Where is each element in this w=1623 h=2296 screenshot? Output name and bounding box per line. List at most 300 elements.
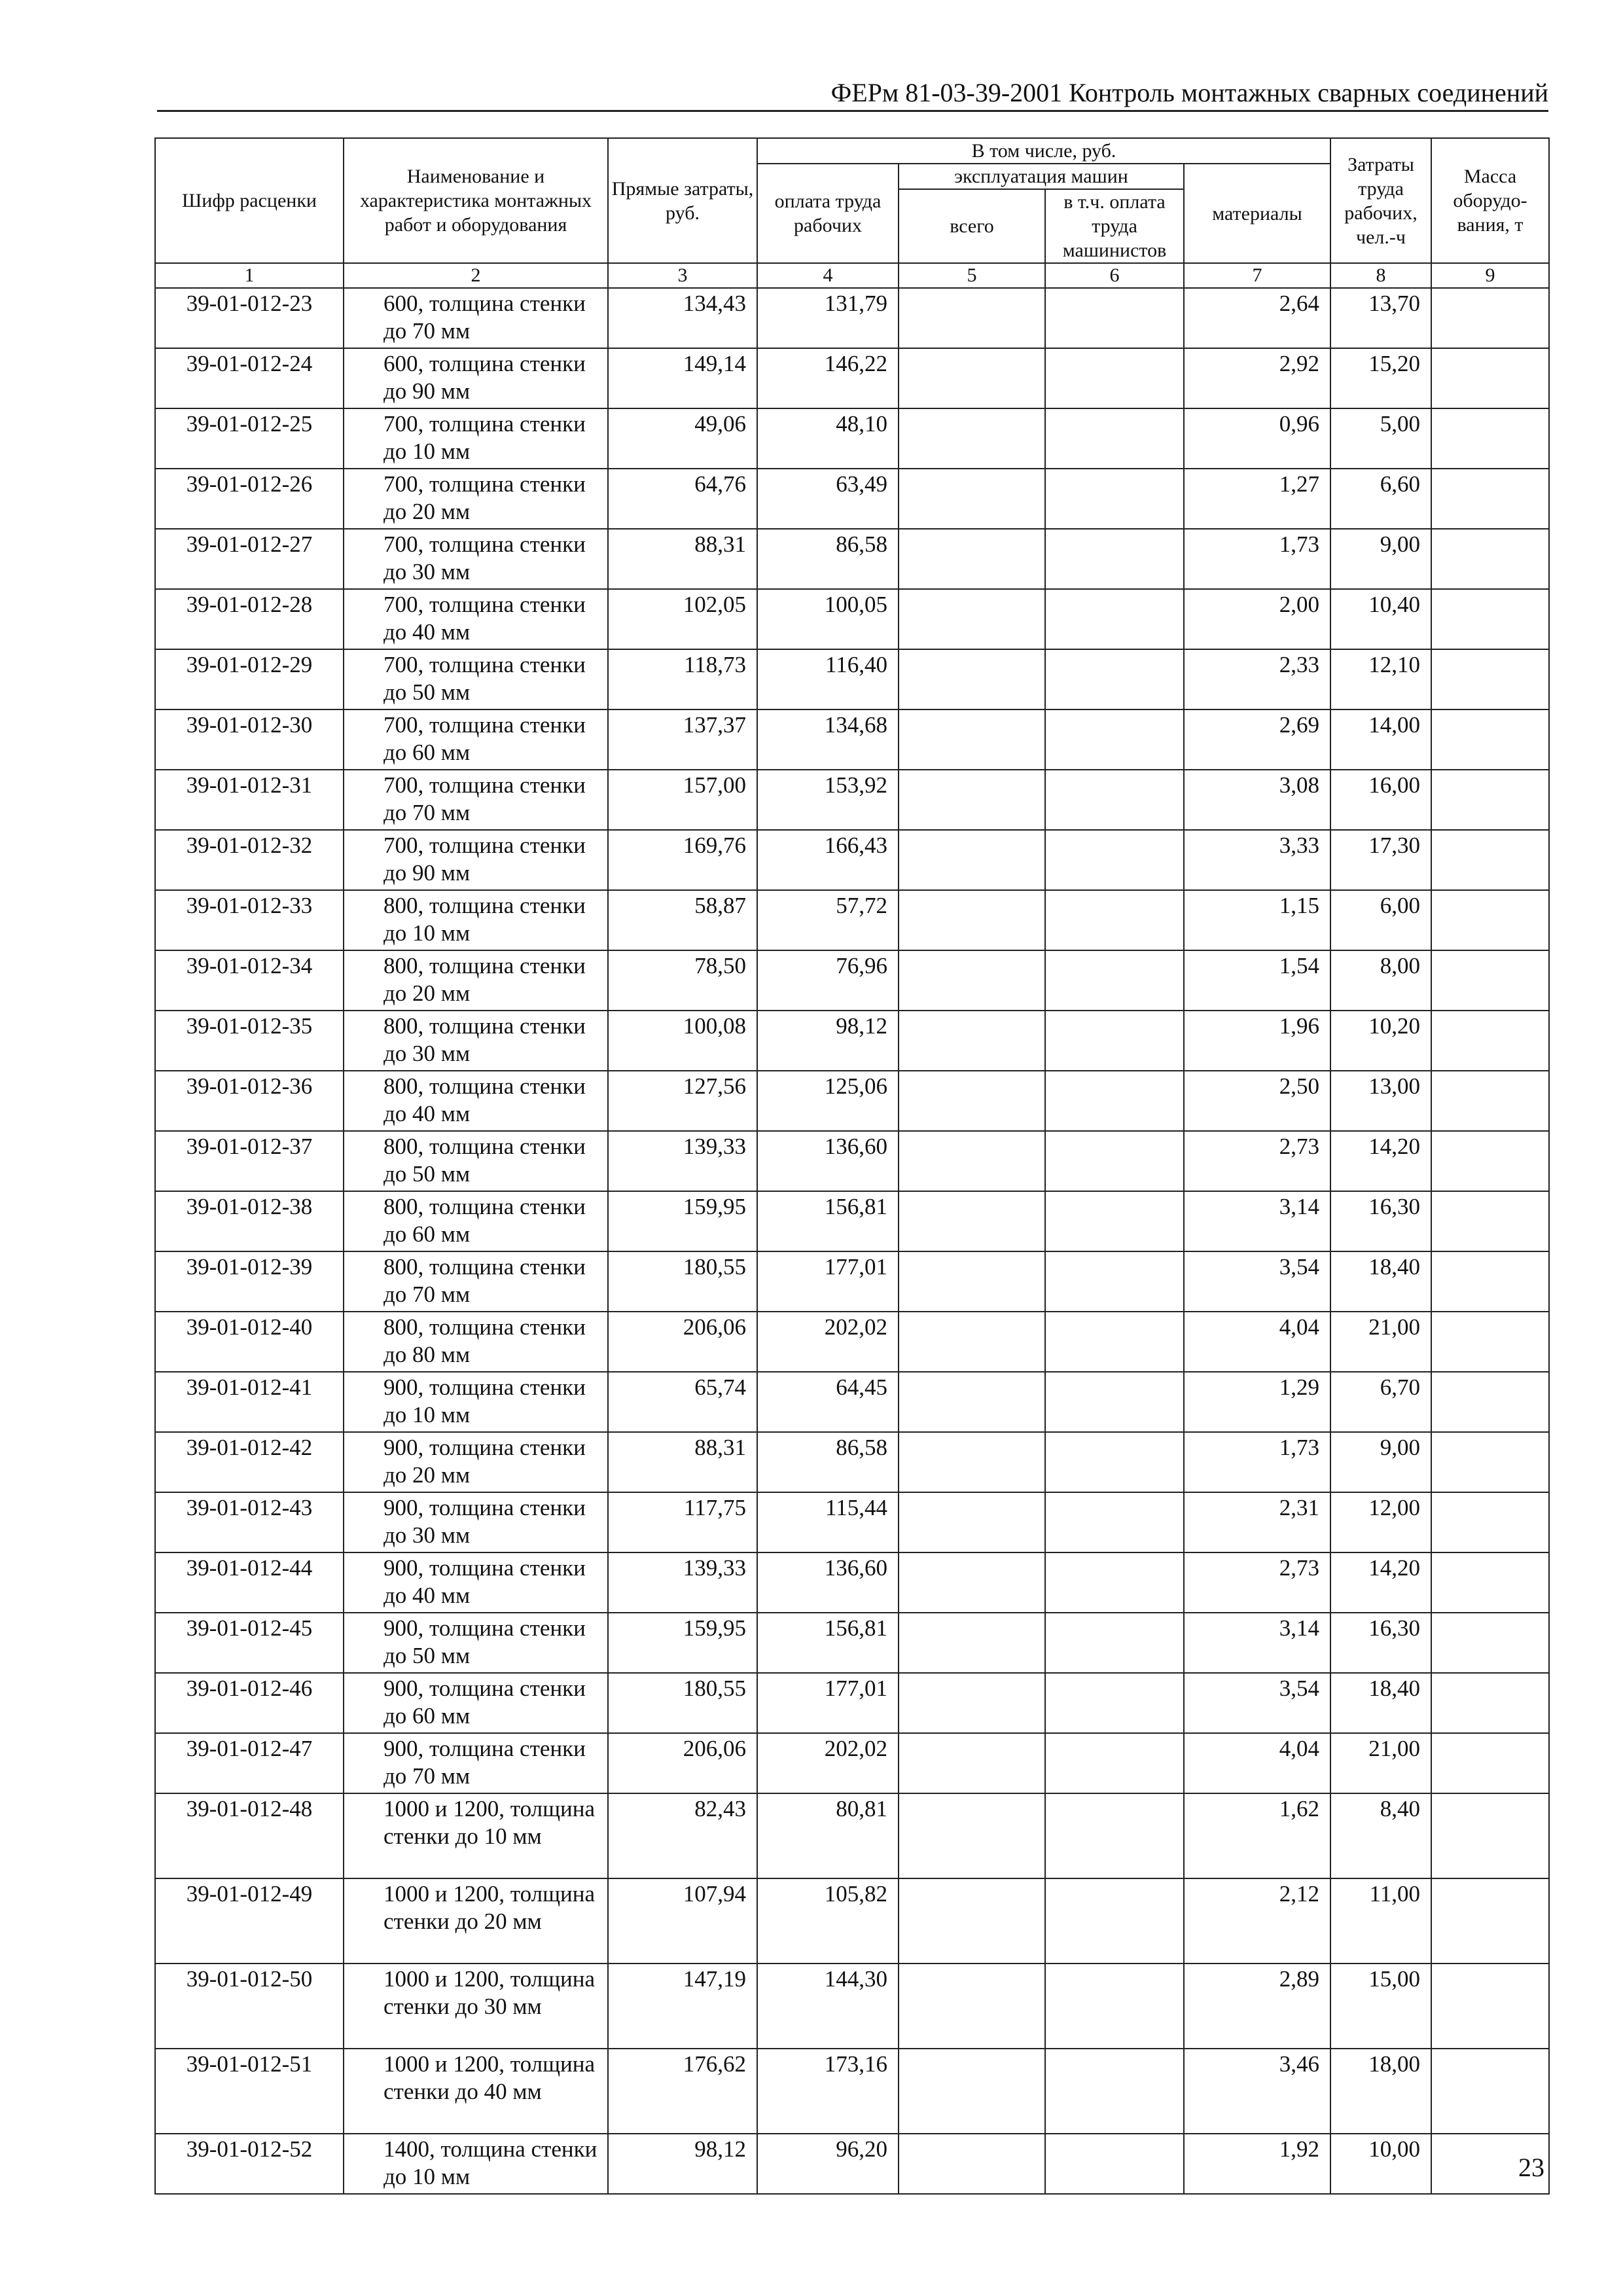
cell-equipment-mass [1431, 408, 1549, 469]
cell-machines-total [899, 1492, 1045, 1552]
cell-equipment-mass [1431, 1372, 1549, 1432]
cell-materials: 3,08 [1184, 770, 1330, 830]
cell-materials: 3,54 [1184, 1673, 1330, 1733]
cell-machines-total [899, 1251, 1045, 1312]
cell-code: 39-01-012-38 [155, 1191, 344, 1251]
cell-equipment-mass [1431, 770, 1549, 830]
cell-labor-pay: 100,05 [757, 589, 899, 649]
column-number: 9 [1431, 263, 1549, 288]
cell-name: 800, толщина стенки до 20 мм [344, 950, 608, 1011]
cell-materials: 2,31 [1184, 1492, 1330, 1552]
cell-labor-pay: 63,49 [757, 469, 899, 529]
header-labor-costs: Затраты труда рабочих, чел.-ч [1330, 138, 1431, 263]
cell-code: 39-01-012-47 [155, 1733, 344, 1793]
cell-machines-total [899, 1964, 1045, 2049]
cell-name: 1000 и 1200, толщина стенки до 30 мм [344, 1964, 608, 2049]
page-number: 23 [1518, 2153, 1544, 2182]
cell-name: 900, толщина стенки до 60 мм [344, 1673, 608, 1733]
table-row [155, 1191, 1549, 1251]
cell-equipment-mass [1431, 1492, 1549, 1552]
cell-machinists-pay [1045, 649, 1184, 709]
cell-materials: 1,73 [1184, 529, 1330, 589]
document-title: ФЕРм 81-03-39-2001 Контроль монтажных сварных соединений [830, 78, 1548, 107]
cell-labor-pay: 57,72 [757, 890, 899, 950]
cell-labor-costs: 13,00 [1330, 1071, 1431, 1131]
cell-labor-costs: 18,40 [1330, 1251, 1431, 1312]
cell-machines-total [899, 709, 1045, 770]
cell-labor-pay: 144,30 [757, 1964, 899, 2049]
cell-labor-costs: 6,70 [1330, 1372, 1431, 1432]
cell-direct-costs: 118,73 [608, 649, 757, 709]
cell-materials: 1,27 [1184, 469, 1330, 529]
cell-labor-pay: 98,12 [757, 1011, 899, 1071]
cell-labor-pay: 48,10 [757, 408, 899, 469]
cell-labor-costs: 12,10 [1330, 649, 1431, 709]
cell-labor-costs: 10,00 [1330, 2134, 1431, 2194]
cell-name: 700, толщина стенки до 50 мм [344, 649, 608, 709]
table-row [155, 529, 1549, 589]
cell-name: 1000 и 1200, толщина стенки до 10 мм [344, 1793, 608, 1878]
cell-machinists-pay [1045, 1191, 1184, 1251]
header-materials: материалы [1184, 164, 1330, 263]
cell-direct-costs: 139,33 [608, 1552, 757, 1613]
table-row [155, 709, 1549, 770]
cell-labor-costs: 14,00 [1330, 709, 1431, 770]
cell-labor-costs: 8,00 [1330, 950, 1431, 1011]
cell-labor-costs: 8,40 [1330, 1793, 1431, 1878]
cell-code: 39-01-012-42 [155, 1432, 344, 1492]
cell-equipment-mass [1431, 348, 1549, 408]
cell-labor-pay: 173,16 [757, 2049, 899, 2134]
price-table-container [154, 137, 1550, 2195]
cell-labor-costs: 16,30 [1330, 1191, 1431, 1251]
cell-machines-total [899, 1071, 1045, 1131]
cell-materials: 1,29 [1184, 1372, 1330, 1432]
cell-name: 700, толщина стенки до 90 мм [344, 830, 608, 890]
cell-labor-costs: 15,00 [1330, 1964, 1431, 2049]
table-row [155, 1251, 1549, 1312]
cell-labor-pay: 202,02 [757, 1733, 899, 1793]
cell-machines-total [899, 589, 1045, 649]
cell-name: 600, толщина стенки до 90 мм [344, 348, 608, 408]
cell-machines-total [899, 770, 1045, 830]
cell-labor-pay: 80,81 [757, 1793, 899, 1878]
cell-materials: 2,64 [1184, 288, 1330, 348]
table-row [155, 1964, 1549, 2049]
cell-machines-total [899, 1432, 1045, 1492]
cell-machinists-pay [1045, 288, 1184, 348]
cell-materials: 3,14 [1184, 1191, 1330, 1251]
cell-labor-costs: 10,20 [1330, 1011, 1431, 1071]
cell-materials: 1,96 [1184, 1011, 1330, 1071]
cell-direct-costs: 169,76 [608, 830, 757, 890]
cell-name: 700, толщина стенки до 40 мм [344, 589, 608, 649]
cell-direct-costs: 102,05 [608, 589, 757, 649]
cell-labor-pay: 64,45 [757, 1372, 899, 1432]
cell-direct-costs: 180,55 [608, 1251, 757, 1312]
price-table [154, 137, 1550, 2195]
cell-code: 39-01-012-31 [155, 770, 344, 830]
cell-machinists-pay [1045, 1011, 1184, 1071]
cell-code: 39-01-012-45 [155, 1613, 344, 1673]
cell-name: 1400, толщина стенки до 10 мм [344, 2134, 608, 2194]
cell-direct-costs: 88,31 [608, 529, 757, 589]
cell-code: 39-01-012-35 [155, 1011, 344, 1071]
cell-labor-costs: 21,00 [1330, 1733, 1431, 1793]
column-number: 7 [1184, 263, 1330, 288]
cell-materials: 4,04 [1184, 1312, 1330, 1372]
cell-code: 39-01-012-30 [155, 709, 344, 770]
cell-machinists-pay [1045, 770, 1184, 830]
header-direct-costs: Прямые затраты, руб. [608, 138, 757, 263]
cell-labor-pay: 115,44 [757, 1492, 899, 1552]
cell-labor-pay: 146,22 [757, 348, 899, 408]
cell-name: 1000 и 1200, толщина стенки до 20 мм [344, 1878, 608, 1964]
cell-materials: 2,73 [1184, 1552, 1330, 1613]
table-row [155, 1793, 1549, 1878]
cell-direct-costs: 117,75 [608, 1492, 757, 1552]
cell-code: 39-01-012-41 [155, 1372, 344, 1432]
cell-labor-costs: 14,20 [1330, 1552, 1431, 1613]
cell-name: 800, толщина стенки до 60 мм [344, 1191, 608, 1251]
cell-labor-costs: 5,00 [1330, 408, 1431, 469]
cell-code: 39-01-012-23 [155, 288, 344, 348]
cell-labor-costs: 11,00 [1330, 1878, 1431, 1964]
cell-labor-costs: 9,00 [1330, 1432, 1431, 1492]
cell-direct-costs: 49,06 [608, 408, 757, 469]
cell-materials: 1,92 [1184, 2134, 1330, 2194]
cell-labor-pay: 136,60 [757, 1552, 899, 1613]
cell-name: 800, толщина стенки до 40 мм [344, 1071, 608, 1131]
cell-equipment-mass [1431, 2049, 1549, 2134]
cell-name: 800, толщина стенки до 50 мм [344, 1131, 608, 1191]
cell-labor-pay: 86,58 [757, 1432, 899, 1492]
cell-machines-total [899, 1011, 1045, 1071]
table-row [155, 1071, 1549, 1131]
table-row [155, 1131, 1549, 1191]
cell-equipment-mass [1431, 709, 1549, 770]
cell-labor-costs: 13,70 [1330, 288, 1431, 348]
cell-machinists-pay [1045, 1733, 1184, 1793]
cell-direct-costs: 157,00 [608, 770, 757, 830]
cell-code: 39-01-012-51 [155, 2049, 344, 2134]
cell-machinists-pay [1045, 469, 1184, 529]
cell-name: 800, толщина стенки до 80 мм [344, 1312, 608, 1372]
cell-code: 39-01-012-29 [155, 649, 344, 709]
cell-machines-total [899, 1673, 1045, 1733]
cell-code: 39-01-012-24 [155, 348, 344, 408]
cell-code: 39-01-012-27 [155, 529, 344, 589]
cell-machinists-pay [1045, 2049, 1184, 2134]
cell-labor-pay: 156,81 [757, 1613, 899, 1673]
cell-materials: 3,46 [1184, 2049, 1330, 2134]
cell-labor-costs: 21,00 [1330, 1312, 1431, 1372]
cell-code: 39-01-012-43 [155, 1492, 344, 1552]
cell-machines-total [899, 950, 1045, 1011]
cell-equipment-mass [1431, 1131, 1549, 1191]
cell-machinists-pay [1045, 709, 1184, 770]
cell-machines-total [899, 830, 1045, 890]
cell-machines-total [899, 890, 1045, 950]
cell-code: 39-01-012-39 [155, 1251, 344, 1312]
cell-code: 39-01-012-33 [155, 890, 344, 950]
cell-machines-total [899, 649, 1045, 709]
table-row [155, 1673, 1549, 1733]
cell-labor-pay: 76,96 [757, 950, 899, 1011]
cell-machinists-pay [1045, 890, 1184, 950]
cell-machines-total [899, 408, 1045, 469]
cell-labor-costs: 16,30 [1330, 1613, 1431, 1673]
cell-equipment-mass [1431, 469, 1549, 529]
header-machines: эксплуатация машин [899, 164, 1184, 189]
cell-direct-costs: 159,95 [608, 1613, 757, 1673]
cell-materials: 3,33 [1184, 830, 1330, 890]
cell-labor-costs: 6,60 [1330, 469, 1431, 529]
table-row [155, 348, 1549, 408]
cell-materials: 2,69 [1184, 709, 1330, 770]
header-code: Шифр расценки [155, 138, 344, 263]
column-number-row [155, 263, 1549, 288]
cell-materials: 2,00 [1184, 589, 1330, 649]
cell-direct-costs: 58,87 [608, 890, 757, 950]
table-row [155, 1432, 1549, 1492]
cell-labor-costs: 10,40 [1330, 589, 1431, 649]
column-number: 6 [1045, 263, 1184, 288]
header-including: В том числе, руб. [757, 138, 1330, 164]
cell-equipment-mass [1431, 1251, 1549, 1312]
cell-materials: 3,14 [1184, 1613, 1330, 1673]
cell-direct-costs: 206,06 [608, 1312, 757, 1372]
cell-materials: 2,50 [1184, 1071, 1330, 1131]
table-row [155, 1613, 1549, 1673]
cell-direct-costs: 100,08 [608, 1011, 757, 1071]
cell-machinists-pay [1045, 830, 1184, 890]
table-row [155, 1312, 1549, 1372]
cell-name: 800, толщина стенки до 10 мм [344, 890, 608, 950]
cell-equipment-mass [1431, 950, 1549, 1011]
cell-name: 900, толщина стенки до 10 мм [344, 1372, 608, 1432]
header-machines-total: всего [899, 189, 1045, 263]
cell-materials: 2,12 [1184, 1878, 1330, 1964]
cell-equipment-mass [1431, 1312, 1549, 1372]
cell-name: 700, толщина стенки до 30 мм [344, 529, 608, 589]
cell-labor-pay: 202,02 [757, 1312, 899, 1372]
table-row [155, 1492, 1549, 1552]
cell-name: 900, толщина стенки до 40 мм [344, 1552, 608, 1613]
cell-machines-total [899, 348, 1045, 408]
table-row [155, 1011, 1549, 1071]
cell-direct-costs: 180,55 [608, 1673, 757, 1733]
cell-direct-costs: 78,50 [608, 950, 757, 1011]
cell-labor-pay: 177,01 [757, 1673, 899, 1733]
cell-machines-total [899, 1733, 1045, 1793]
cell-labor-pay: 153,92 [757, 770, 899, 830]
cell-machinists-pay [1045, 1071, 1184, 1131]
cell-code: 39-01-012-34 [155, 950, 344, 1011]
cell-machines-total [899, 1552, 1045, 1613]
cell-machines-total [899, 1613, 1045, 1673]
cell-labor-costs: 12,00 [1330, 1492, 1431, 1552]
cell-machines-total [899, 1793, 1045, 1878]
cell-name: 900, толщина стенки до 50 мм [344, 1613, 608, 1673]
cell-machines-total [899, 1131, 1045, 1191]
cell-machinists-pay [1045, 1793, 1184, 1878]
cell-equipment-mass [1431, 1878, 1549, 1964]
cell-materials: 1,54 [1184, 950, 1330, 1011]
cell-labor-costs: 18,40 [1330, 1673, 1431, 1733]
table-row [155, 469, 1549, 529]
cell-materials: 2,33 [1184, 649, 1330, 709]
column-number: 2 [344, 263, 608, 288]
column-number: 3 [608, 263, 757, 288]
cell-labor-pay: 131,79 [757, 288, 899, 348]
header-labor-pay: оплата труда рабочих [757, 164, 899, 263]
table-body [155, 288, 1549, 2194]
cell-labor-costs: 18,00 [1330, 2049, 1431, 2134]
cell-name: 600, толщина стенки до 70 мм [344, 288, 608, 348]
cell-equipment-mass [1431, 1552, 1549, 1613]
cell-direct-costs: 159,95 [608, 1191, 757, 1251]
cell-materials: 1,73 [1184, 1432, 1330, 1492]
cell-code: 39-01-012-46 [155, 1673, 344, 1733]
cell-labor-costs: 16,00 [1330, 770, 1431, 830]
cell-equipment-mass [1431, 830, 1549, 890]
cell-equipment-mass [1431, 288, 1549, 348]
cell-equipment-mass [1431, 529, 1549, 589]
cell-machines-total [899, 2134, 1045, 2194]
cell-labor-pay: 116,40 [757, 649, 899, 709]
cell-materials: 1,62 [1184, 1793, 1330, 1878]
column-number: 5 [899, 263, 1045, 288]
cell-labor-pay: 136,60 [757, 1131, 899, 1191]
cell-direct-costs: 88,31 [608, 1432, 757, 1492]
cell-machinists-pay [1045, 589, 1184, 649]
cell-machinists-pay [1045, 1492, 1184, 1552]
cell-labor-pay: 156,81 [757, 1191, 899, 1251]
table-row [155, 1733, 1549, 1793]
cell-direct-costs: 107,94 [608, 1878, 757, 1964]
header-machinists-pay: в т.ч. оплата труда машинистов [1045, 189, 1184, 263]
cell-name: 800, толщина стенки до 30 мм [344, 1011, 608, 1071]
cell-labor-costs: 9,00 [1330, 529, 1431, 589]
cell-equipment-mass [1431, 1011, 1549, 1071]
cell-code: 39-01-012-37 [155, 1131, 344, 1191]
table-row [155, 2049, 1549, 2134]
cell-machinists-pay [1045, 1312, 1184, 1372]
cell-code: 39-01-012-49 [155, 1878, 344, 1964]
cell-labor-costs: 17,30 [1330, 830, 1431, 890]
cell-machinists-pay [1045, 1432, 1184, 1492]
cell-materials: 4,04 [1184, 1733, 1330, 1793]
cell-direct-costs: 64,76 [608, 469, 757, 529]
cell-code: 39-01-012-40 [155, 1312, 344, 1372]
cell-machinists-pay [1045, 1673, 1184, 1733]
cell-code: 39-01-012-28 [155, 589, 344, 649]
cell-name: 900, толщина стенки до 70 мм [344, 1733, 608, 1793]
cell-code: 39-01-012-52 [155, 2134, 344, 2194]
cell-name: 700, толщина стенки до 10 мм [344, 408, 608, 469]
cell-materials: 3,54 [1184, 1251, 1330, 1312]
cell-equipment-mass [1431, 1191, 1549, 1251]
cell-code: 39-01-012-50 [155, 1964, 344, 2049]
cell-name: 700, толщина стенки до 20 мм [344, 469, 608, 529]
cell-name: 700, толщина стенки до 60 мм [344, 709, 608, 770]
cell-labor-pay: 134,68 [757, 709, 899, 770]
cell-materials: 2,89 [1184, 1964, 1330, 2049]
table-row [155, 830, 1549, 890]
table-row [155, 288, 1549, 348]
cell-machines-total [899, 529, 1045, 589]
cell-machinists-pay [1045, 408, 1184, 469]
cell-name: 700, толщина стенки до 70 мм [344, 770, 608, 830]
cell-direct-costs: 134,43 [608, 288, 757, 348]
table-row [155, 408, 1549, 469]
cell-materials: 0,96 [1184, 408, 1330, 469]
cell-equipment-mass [1431, 1613, 1549, 1673]
header-equipment-mass: Масса оборудо-вания, т [1431, 138, 1549, 263]
cell-labor-pay: 105,82 [757, 1878, 899, 1964]
cell-machinists-pay [1045, 1131, 1184, 1191]
cell-equipment-mass [1431, 890, 1549, 950]
cell-machinists-pay [1045, 1372, 1184, 1432]
table-row [155, 890, 1549, 950]
cell-equipment-mass [1431, 1673, 1549, 1733]
cell-labor-costs: 6,00 [1330, 890, 1431, 950]
cell-direct-costs: 147,19 [608, 1964, 757, 2049]
cell-name: 900, толщина стенки до 30 мм [344, 1492, 608, 1552]
cell-machinists-pay [1045, 1878, 1184, 1964]
cell-equipment-mass [1431, 1733, 1549, 1793]
cell-machinists-pay [1045, 348, 1184, 408]
cell-materials: 2,73 [1184, 1131, 1330, 1191]
cell-machinists-pay [1045, 1251, 1184, 1312]
cell-equipment-mass [1431, 649, 1549, 709]
cell-materials: 2,92 [1184, 348, 1330, 408]
cell-labor-pay: 125,06 [757, 1071, 899, 1131]
cell-code: 39-01-012-36 [155, 1071, 344, 1131]
cell-direct-costs: 149,14 [608, 348, 757, 408]
running-header [157, 77, 1548, 112]
cell-machines-total [899, 1372, 1045, 1432]
cell-name: 900, толщина стенки до 20 мм [344, 1432, 608, 1492]
cell-labor-pay: 86,58 [757, 529, 899, 589]
cell-direct-costs: 139,33 [608, 1131, 757, 1191]
cell-name: 1000 и 1200, толщина стенки до 40 мм [344, 2049, 608, 2134]
cell-machines-total [899, 1312, 1045, 1372]
cell-labor-pay: 166,43 [757, 830, 899, 890]
table-row [155, 770, 1549, 830]
cell-machinists-pay [1045, 1552, 1184, 1613]
cell-labor-costs: 14,20 [1330, 1131, 1431, 1191]
cell-labor-costs: 15,20 [1330, 348, 1431, 408]
cell-equipment-mass [1431, 1964, 1549, 2049]
cell-equipment-mass [1431, 1071, 1549, 1131]
cell-machines-total [899, 469, 1045, 529]
cell-equipment-mass [1431, 1432, 1549, 1492]
cell-direct-costs: 65,74 [608, 1372, 757, 1432]
table-row [155, 1552, 1549, 1613]
cell-direct-costs: 82,43 [608, 1793, 757, 1878]
cell-materials: 1,15 [1184, 890, 1330, 950]
column-number: 1 [155, 263, 344, 288]
cell-machines-total [899, 2049, 1045, 2134]
cell-machinists-pay [1045, 950, 1184, 1011]
cell-direct-costs: 137,37 [608, 709, 757, 770]
cell-machinists-pay [1045, 1613, 1184, 1673]
column-number: 4 [757, 263, 899, 288]
table-row [155, 950, 1549, 1011]
cell-machinists-pay [1045, 2134, 1184, 2194]
